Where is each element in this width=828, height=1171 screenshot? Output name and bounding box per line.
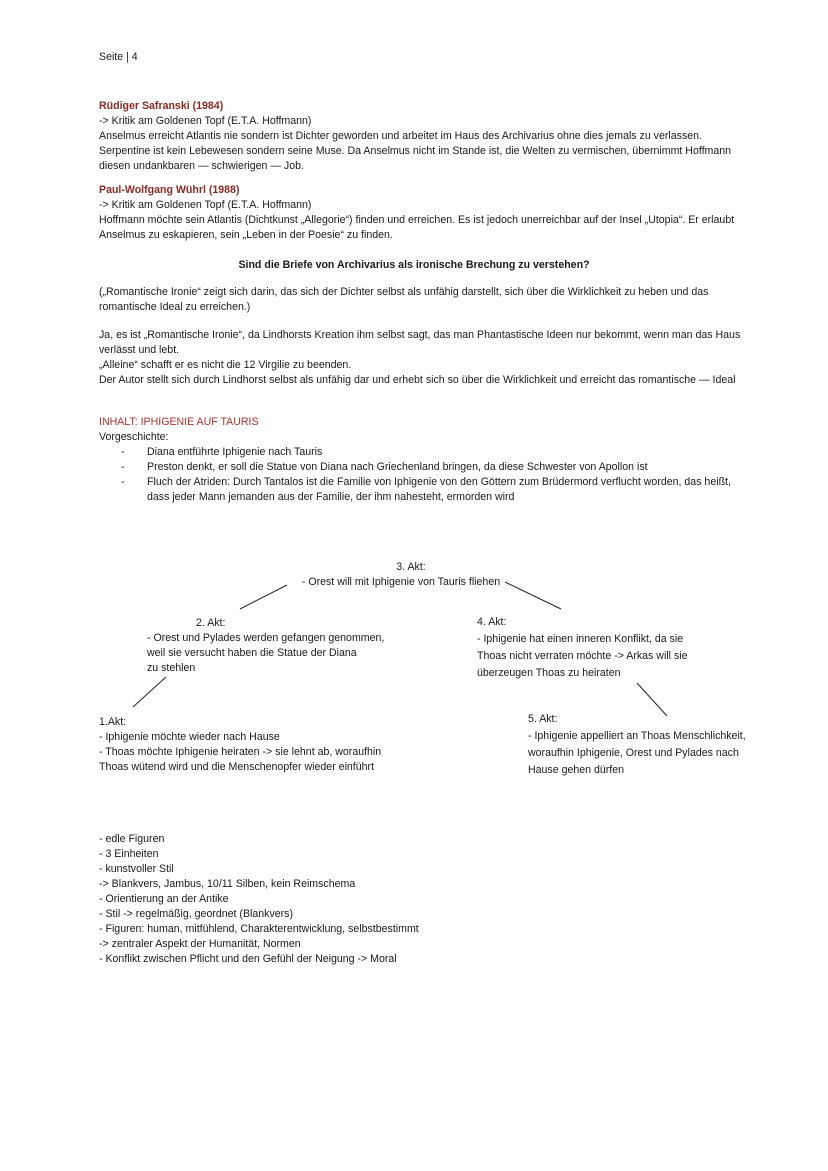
act-title: 2. Akt: [196,617,226,629]
list-item-text: Preston denkt, er soll die Statue von Diana nach Griechenland bringen, da diese Schwester von Apollon ist [147,461,648,473]
wuehrl-line: Anselmus zu eskapieren, sein „Leben in der Poesie“ zu finden. [99,229,393,241]
act-line: - Iphigenie hat einen inneren Konflikt, da sie [477,633,684,645]
characteristic-item: - 3 Einheiten [99,848,159,860]
act-line: - Iphigenie möchte wieder nach Hause [99,731,280,743]
safranski-line: -> Kritik am Goldenen Topf (E.T.A. Hoffmann) [99,115,312,127]
safranski-line: diesen undankbaren — schwierigen — Job. [99,160,304,172]
act-line: Hause gehen dürfen [528,764,625,776]
list-item-text: dass jeder Mann jemanden aus der Familie, der ihm nahesteht, ermorden wird [147,491,515,503]
act-title: 5. Akt: [528,713,558,725]
answer-line: Der Autor stellt sich durch Lindhorst selbst als unfähig dar und erhebt sich so über die Wirklichkeit und erreicht das romantische — Ideal [99,374,736,386]
answer-line: Ja, es ist „Romantische Ironie“, da Lindhorsts Kreation ihm selbst sagt, das man Phantastische Ideen nur bekommt, wenn man das Haus [99,329,741,341]
act-title: 1.Akt: [99,716,127,728]
characteristic-item: -> Blankvers, Jambus, 10/11 Silben, kein Reimschema [99,878,356,890]
list-item-text: Diana entführte Iphigenie nach Tauris [147,446,323,458]
act1-box [99,715,381,775]
characteristic-item: - Konflikt zwischen Pflicht und den Gefühl der Neigung -> Moral [99,953,397,965]
list-item-text: Fluch der Atriden: Durch Tantalos ist die Familie von Iphigenie von den Göttern zum Brüdermord verflucht worden, das heißt, [147,476,731,488]
connector-act3-act2 [240,585,287,609]
answer-line: verlässt und lebt. [99,344,180,356]
act-title: 3. Akt: [396,561,426,573]
act5-box [528,711,746,779]
page-number: Seite | 4 [99,51,138,63]
connector-act3-act4 [505,582,561,609]
answer-line: „Alleine“ schafft er es nicht die 12 Virgilie zu beenden. [99,359,352,371]
characteristic-item: - Stil -> regelmäßig, geordnet (Blankvers) [99,908,293,920]
wuehrl-line: -> Kritik am Goldenen Topf (E.T.A. Hoffmann) [99,199,312,211]
act-line: - Orest und Pylades werden gefangen genommen, [147,632,385,644]
act-title: 4. Akt: [477,616,507,628]
bullet: - [121,446,125,458]
characteristic-item: -> zentraler Aspekt der Humanität, Normen [99,938,301,950]
act4-box [477,614,688,682]
wuehrl-line: Hoffmann möchte sein Atlantis (Dichtkunst „Allegorie“) finden und erreichen. Es ist jedoch unerreichbar auf der Insel „Utopia“. Er erlaubt [99,214,735,226]
wuehrl-title: Paul-Wolfgang Wührl (1988) [99,184,240,196]
question-heading: Sind die Briefe von Archivarius als ironische Brechung zu verstehen? [238,259,590,271]
act3-box [296,560,506,590]
safranski-title: Rüdiger Safranski (1984) [99,100,224,112]
characteristics-list [99,832,419,967]
act-line: zu stehlen [147,662,196,674]
act-line: - Orest will mit Iphigenie von Tauris fliehen [301,576,501,588]
characteristic-item: - Figuren: human, mitfühlend, Charakterentwicklung, selbstbestimmt [99,923,419,935]
act2-box [147,616,384,676]
act-line: woraufhin Iphigenie, Orest und Pylades nach [528,747,739,759]
act-line: - Thoas möchte Iphigenie heiraten -> sie lehnt ab, woraufhin [99,746,382,758]
safranski-line: Anselmus erreicht Atlantis nie sondern ist Dichter geworden und arbeitet im Haus des Archivarius ohne dies jemals zu verlassen. [99,130,702,142]
act-line: Thoas wütend wird und die Menschenopfer wieder einführt [99,761,375,773]
irony-note-line: („Romantische Ironie“ zeigt sich darin, das sich der Dichter selbst als unfähig darstellt, sich über die Wirklichkeit zu heben und das [99,286,709,298]
act-line: Thoas nicht verraten möchte -> Arkas will sie [477,650,688,662]
section-subtitle: Vorgeschichte: [99,431,169,443]
characteristic-item: - kunstvoller Stil [99,863,174,875]
safranski-line: Serpentine ist kein Lebewesen sondern seine Muse. Da Anselmus nicht im Stande ist, die Welten zu vermischen, übernimmt Hoffmann [99,145,732,157]
connector-act2-act1 [133,677,166,707]
characteristic-item: - edle Figuren [99,833,165,845]
bullet: - [121,461,125,473]
act-line: weil sie versucht haben die Statue der Diana [147,647,357,659]
act-line: überzeugen Thoas zu heiraten [477,667,621,679]
section-title: INHALT: IPHIGENIE AUF TAURIS [99,416,259,428]
irony-note-line: romantische Ideal zu erreichen.) [99,301,251,313]
bullet: - [121,476,125,488]
characteristic-item: - Orientierung an der Antike [99,893,229,905]
act-line: - Iphigenie appelliert an Thoas Menschlichkeit, [528,730,746,742]
